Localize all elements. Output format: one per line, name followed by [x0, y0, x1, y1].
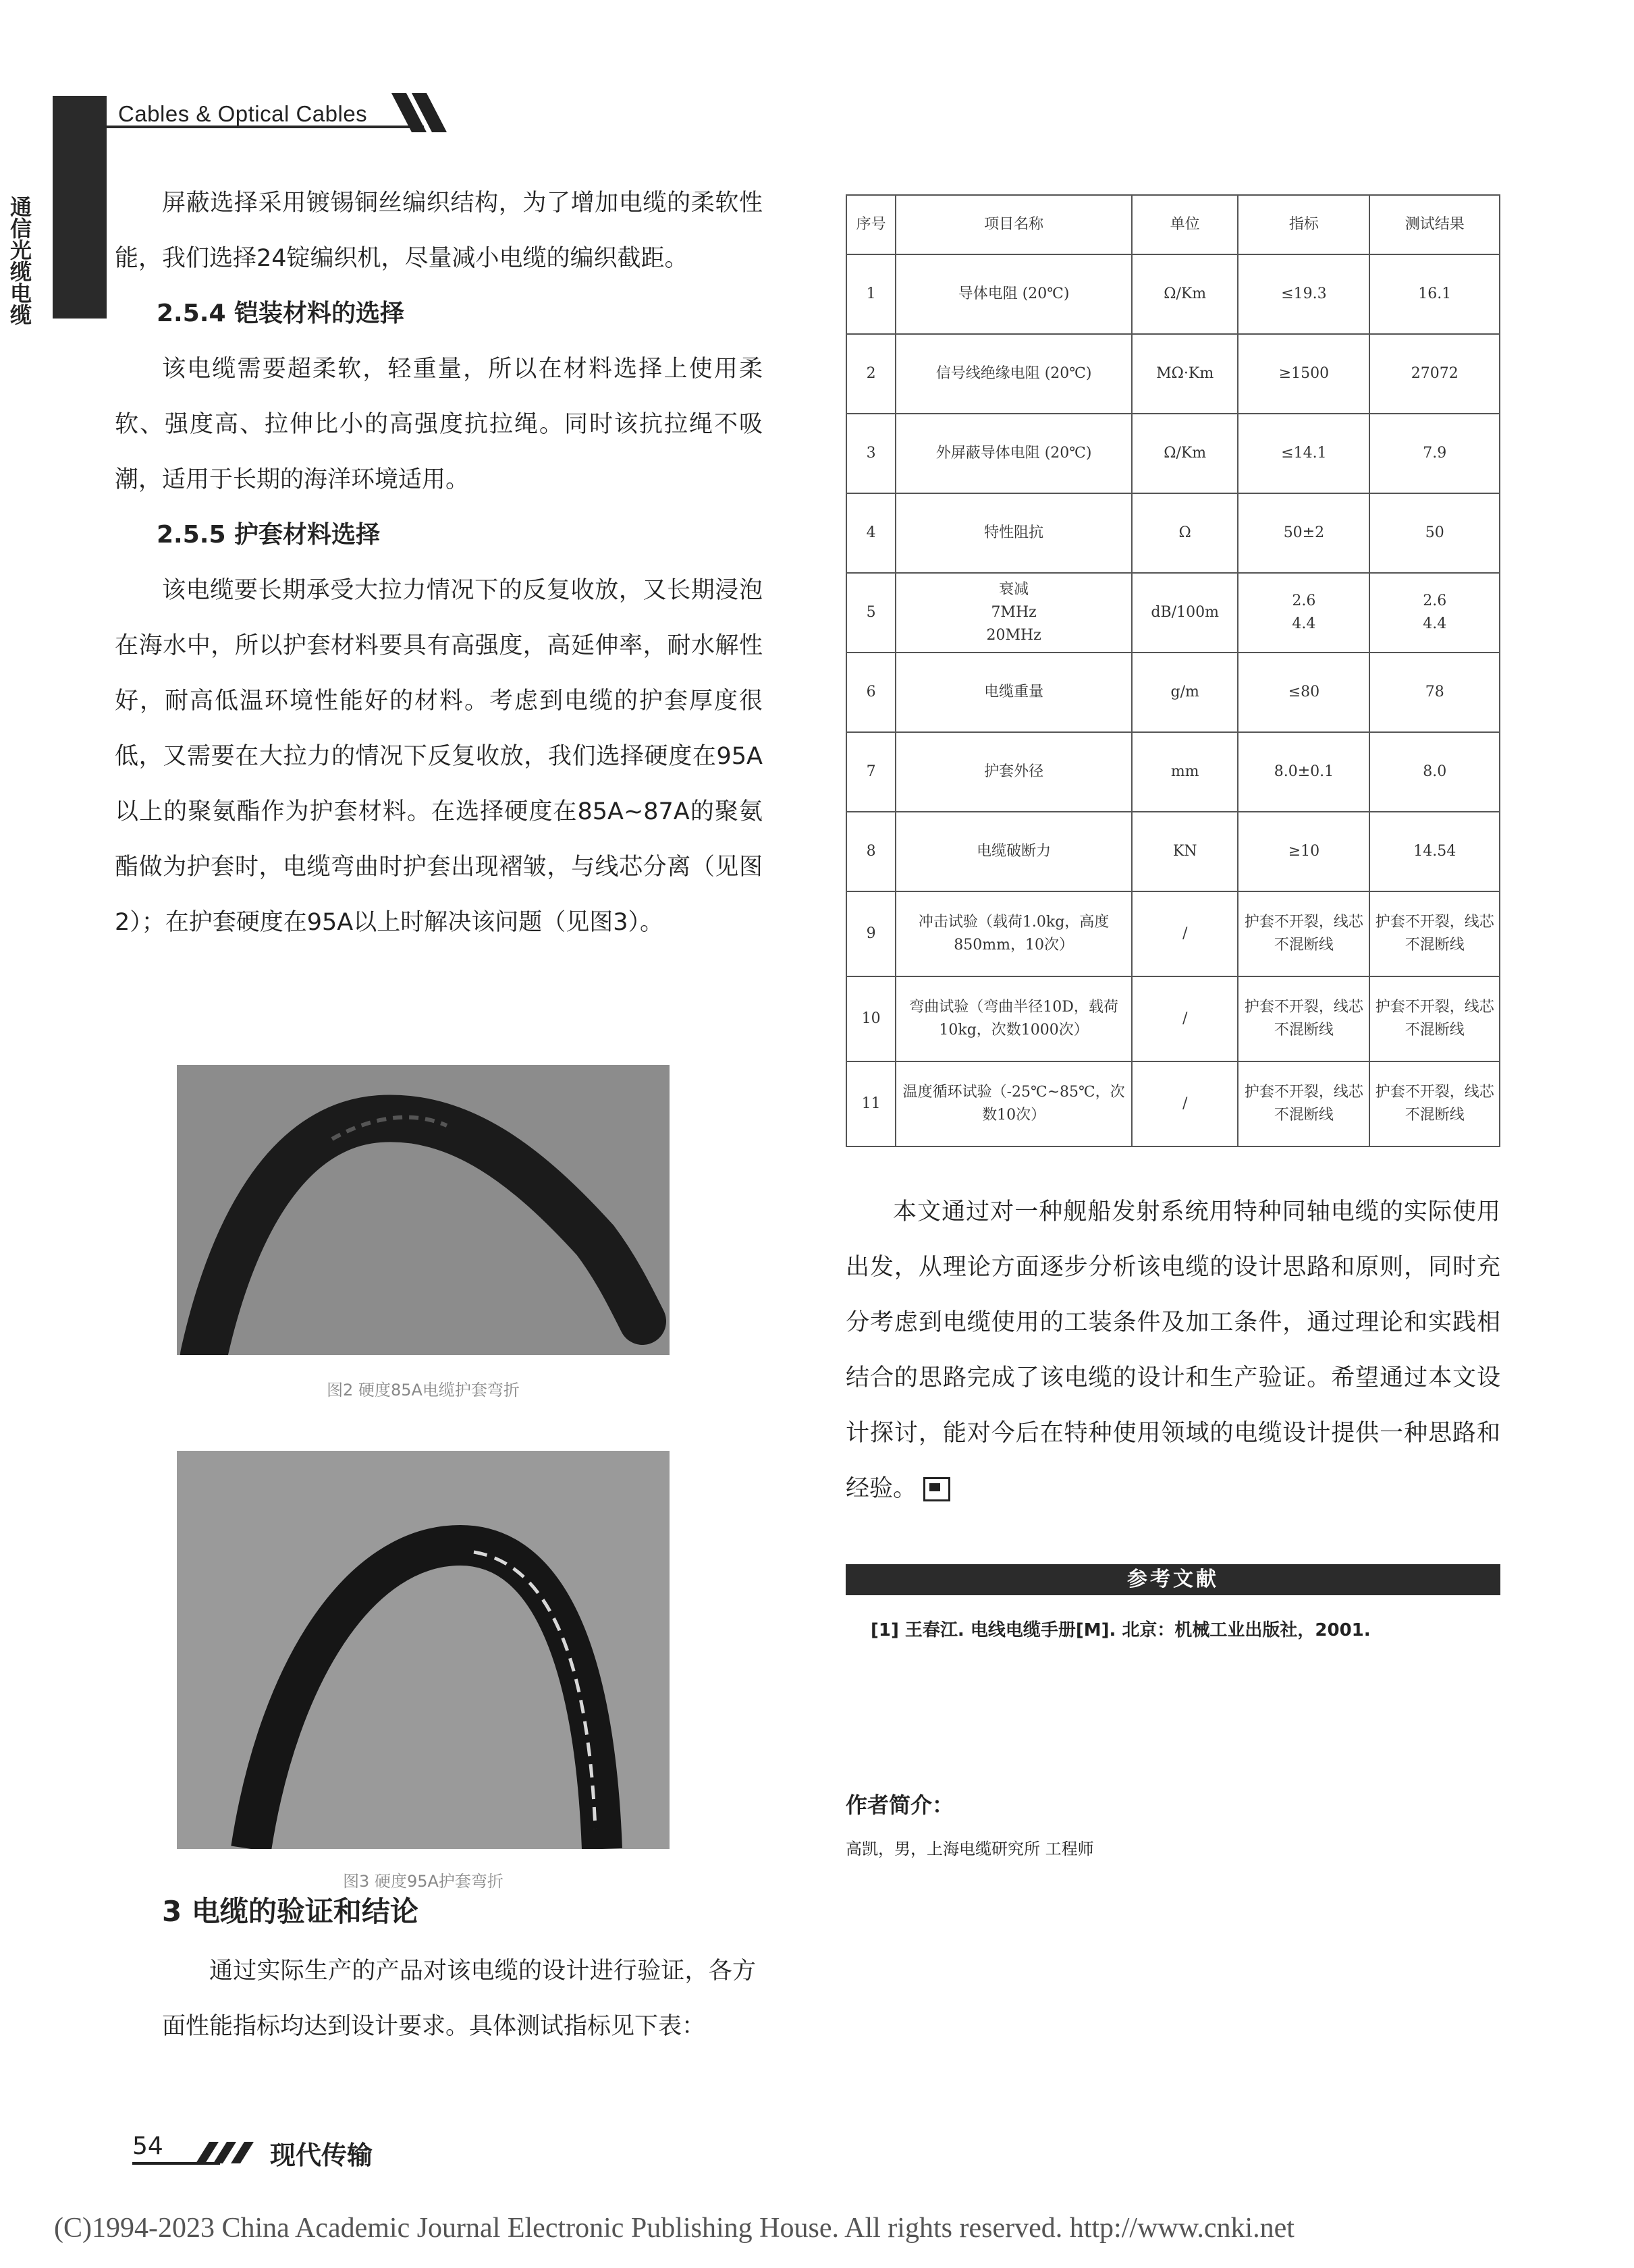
cell-unit: MΩ·Km: [1132, 334, 1238, 414]
table-row: [846, 976, 1500, 1061]
header-cell: 指标: [1238, 195, 1369, 254]
figure-2-photo: [177, 1065, 670, 1355]
end-mark-icon: [923, 1477, 950, 1501]
table-row: [846, 653, 1500, 732]
cell-result: 16.1: [1369, 254, 1500, 334]
cell-result: 护套不开裂，线芯不混断线: [1369, 976, 1500, 1061]
cell-spec: ≤19.3: [1238, 254, 1369, 334]
cell-no: 1: [846, 254, 896, 334]
heading-2-5-4: 2.5.4 铠装材料的选择: [157, 300, 405, 327]
paragraph-conclusion: [846, 1184, 1500, 1516]
cell-no: 10: [846, 976, 896, 1061]
cell-unit: Ω/Km: [1132, 254, 1238, 334]
section-3-title: 3 电缆的验证和结论: [162, 1895, 418, 1928]
cell-no: 5: [846, 573, 896, 653]
cell-unit: /: [1132, 1061, 1238, 1146]
cell-spec-line: 4.4: [1292, 615, 1316, 632]
section-3-body: [162, 1943, 756, 2054]
cell-spec: 护套不开裂，线芯不混断线: [1238, 891, 1369, 976]
cell-result: 护套不开裂，线芯不混断线: [1369, 1061, 1500, 1146]
cell-result: [1369, 573, 1500, 653]
cell-unit: Ω: [1132, 493, 1238, 573]
cell-result: 27072: [1369, 334, 1500, 414]
page-number: 54: [132, 2132, 163, 2160]
cell-result-line: 2.6: [1423, 592, 1447, 609]
side-label: 通信光缆电缆: [7, 196, 32, 325]
cell-no: 8: [846, 812, 896, 891]
table-row: [846, 891, 1500, 976]
cell-no: 9: [846, 891, 896, 976]
cell-spec: ≤80: [1238, 653, 1369, 732]
cell-name: 冲击试验（载荷1.0kg，高度850mm，10次）: [896, 891, 1132, 976]
cell-spec: 50±2: [1238, 493, 1369, 573]
cell-unit: mm: [1132, 732, 1238, 812]
table-row: [846, 732, 1500, 812]
cell-no: 4: [846, 493, 896, 573]
cell-spec: ≤14.1: [1238, 414, 1369, 493]
cell-result: 护套不开裂，线芯不混断线: [1369, 891, 1500, 976]
figure-3-caption: 图3 硬度95A护套弯折: [343, 1872, 503, 1891]
cell-no: 3: [846, 414, 896, 493]
cell-unit: dB/100m: [1132, 573, 1238, 653]
heading-2-5-5: 2.5.5 护套材料选择: [157, 521, 381, 549]
table-row: [846, 1061, 1500, 1146]
cell-spec: 8.0±0.1: [1238, 732, 1369, 812]
cell-name: 导体电阻 (20℃): [896, 254, 1132, 334]
table-row: [846, 254, 1500, 334]
cell-spec: 护套不开裂，线芯不混断线: [1238, 1061, 1369, 1146]
test-results-table: [846, 194, 1500, 1147]
reference-item: [1] 王春江. 电线电缆手册[M]. 北京：机械工业出版社，2001.: [871, 1620, 1371, 1640]
cell-name: 弯曲试验（弯曲半径10D，载荷10kg，次数1000次）: [896, 976, 1132, 1061]
cell-name: [896, 573, 1132, 653]
header-slash-icon: [391, 93, 459, 132]
table-row: [846, 573, 1500, 653]
cell-name: 电缆破断力: [896, 812, 1132, 891]
cell-name: 信号线绝缘电阻 (20℃): [896, 334, 1132, 414]
cell-name-line: 衰减: [999, 581, 1029, 598]
cell-unit: Ω/Km: [1132, 414, 1238, 493]
cell-result: 14.54: [1369, 812, 1500, 891]
cell-unit: /: [1132, 891, 1238, 976]
figure-3-photo: [177, 1451, 670, 1849]
cell-spec-line: 2.6: [1292, 592, 1316, 609]
cell-name: 电缆重量: [896, 653, 1132, 732]
header-title: Cables & Optical Cables: [118, 101, 368, 126]
cell-unit: g/m: [1132, 653, 1238, 732]
author-heading: 作者简介：: [846, 1792, 954, 1818]
cell-no: 2: [846, 334, 896, 414]
footer-slash-icon: [189, 2139, 263, 2166]
cell-spec: 护套不开裂，线芯不混断线: [1238, 976, 1369, 1061]
cell-unit: /: [1132, 976, 1238, 1061]
header-left-bar: [53, 96, 107, 319]
right-column: [846, 1184, 1500, 1516]
cell-result: 50: [1369, 493, 1500, 573]
journal-name: 现代传输: [270, 2140, 373, 2170]
header-cell: 测试结果: [1369, 195, 1500, 254]
figure-2-caption: 图2 硬度85A电缆护套弯折: [327, 1381, 520, 1400]
cell-result: 7.9: [1369, 414, 1500, 493]
cell-spec: ≥1500: [1238, 334, 1369, 414]
cell-spec: [1238, 573, 1369, 653]
paragraph-sheath: 该电缆要长期承受大拉力情况下的反复收放，又长期浸泡在海水中，所以护套材料要具有高强度，高延伸率，耐水解性好，耐高低温环境性能好的材料。考虑到电缆的护套厚度很低，又需要在大拉力的情况下反复收放，我们选择硬度在95A以上的聚氨酯作为护套材料。在选择硬度在85A~87A的聚氨酯做为护套时，电缆弯曲时护套出现褶皱，与线芯分离（见图2）；在护套硬度在95A以上时解决该问题（见图3）。: [115, 577, 763, 936]
cell-name: 外屏蔽导体电阻 (20℃): [896, 414, 1132, 493]
cell-no: 6: [846, 653, 896, 732]
cell-unit: KN: [1132, 812, 1238, 891]
table-row: [846, 493, 1500, 573]
author-info: 高凯，男，上海电缆研究所 工程师: [846, 1840, 1094, 1858]
header-cell: 单位: [1132, 195, 1238, 254]
cell-result-line: 4.4: [1423, 615, 1447, 632]
cell-result: 8.0: [1369, 732, 1500, 812]
header-cell: 项目名称: [896, 195, 1132, 254]
table-row: [846, 812, 1500, 891]
copyright-line: (C)1994-2023 China Academic Journal Electronic Publishing House. All rights reserved. http://www.cnki.net: [54, 2213, 1295, 2244]
header-cell: 序号: [846, 195, 896, 254]
references-title: 参考文献: [846, 1564, 1500, 1595]
table-row: [846, 334, 1500, 414]
cell-no: 7: [846, 732, 896, 812]
paragraph-shield: 屏蔽选择采用镀锡铜丝编织结构，为了增加电缆的柔软性能，我们选择24锭编织机，尽量减小电缆的编织截距。: [115, 190, 763, 272]
cell-name: 特性阻抗: [896, 493, 1132, 573]
cell-result: 78: [1369, 653, 1500, 732]
cell-name-line: 20MHz: [986, 627, 1041, 644]
paragraph-armor: 该电缆需要超柔软，轻重量，所以在材料选择上使用柔软、强度高、拉伸比小的高强度抗拉绳。同时该抗拉绳不吸潮，适用于长期的海洋环境适用。: [115, 356, 763, 493]
conclusion-text: 本文通过对一种舰船发射系统用特种同轴电缆的实际使用出发，从理论方面逐步分析该电缆的设计思路和原则，同时充分考虑到电缆使用的工装条件及加工条件，通过理论和实践相结合的思路完成了该电缆的设计和生产验证。希望通过本文设计探讨，能对今后在特种使用领域的电缆设计提供一种思路和经验。: [846, 1198, 1500, 1502]
cable-85a-image: [177, 1065, 670, 1355]
cell-name: 温度循环试验（-25℃~85℃，次数10次）: [896, 1061, 1132, 1146]
cell-spec: ≥10: [1238, 812, 1369, 891]
cell-name-line: 7MHz: [991, 604, 1037, 621]
paragraph-verification: 通过实际生产的产品对该电缆的设计进行验证，各方面性能指标均达到设计要求。具体测试指标见下表：: [162, 1958, 756, 2040]
table-header-row: [846, 195, 1500, 254]
left-column: [115, 175, 763, 950]
cell-name: 护套外径: [896, 732, 1132, 812]
table-row: [846, 414, 1500, 493]
cable-95a-image: [177, 1451, 670, 1849]
cell-no: 11: [846, 1061, 896, 1146]
